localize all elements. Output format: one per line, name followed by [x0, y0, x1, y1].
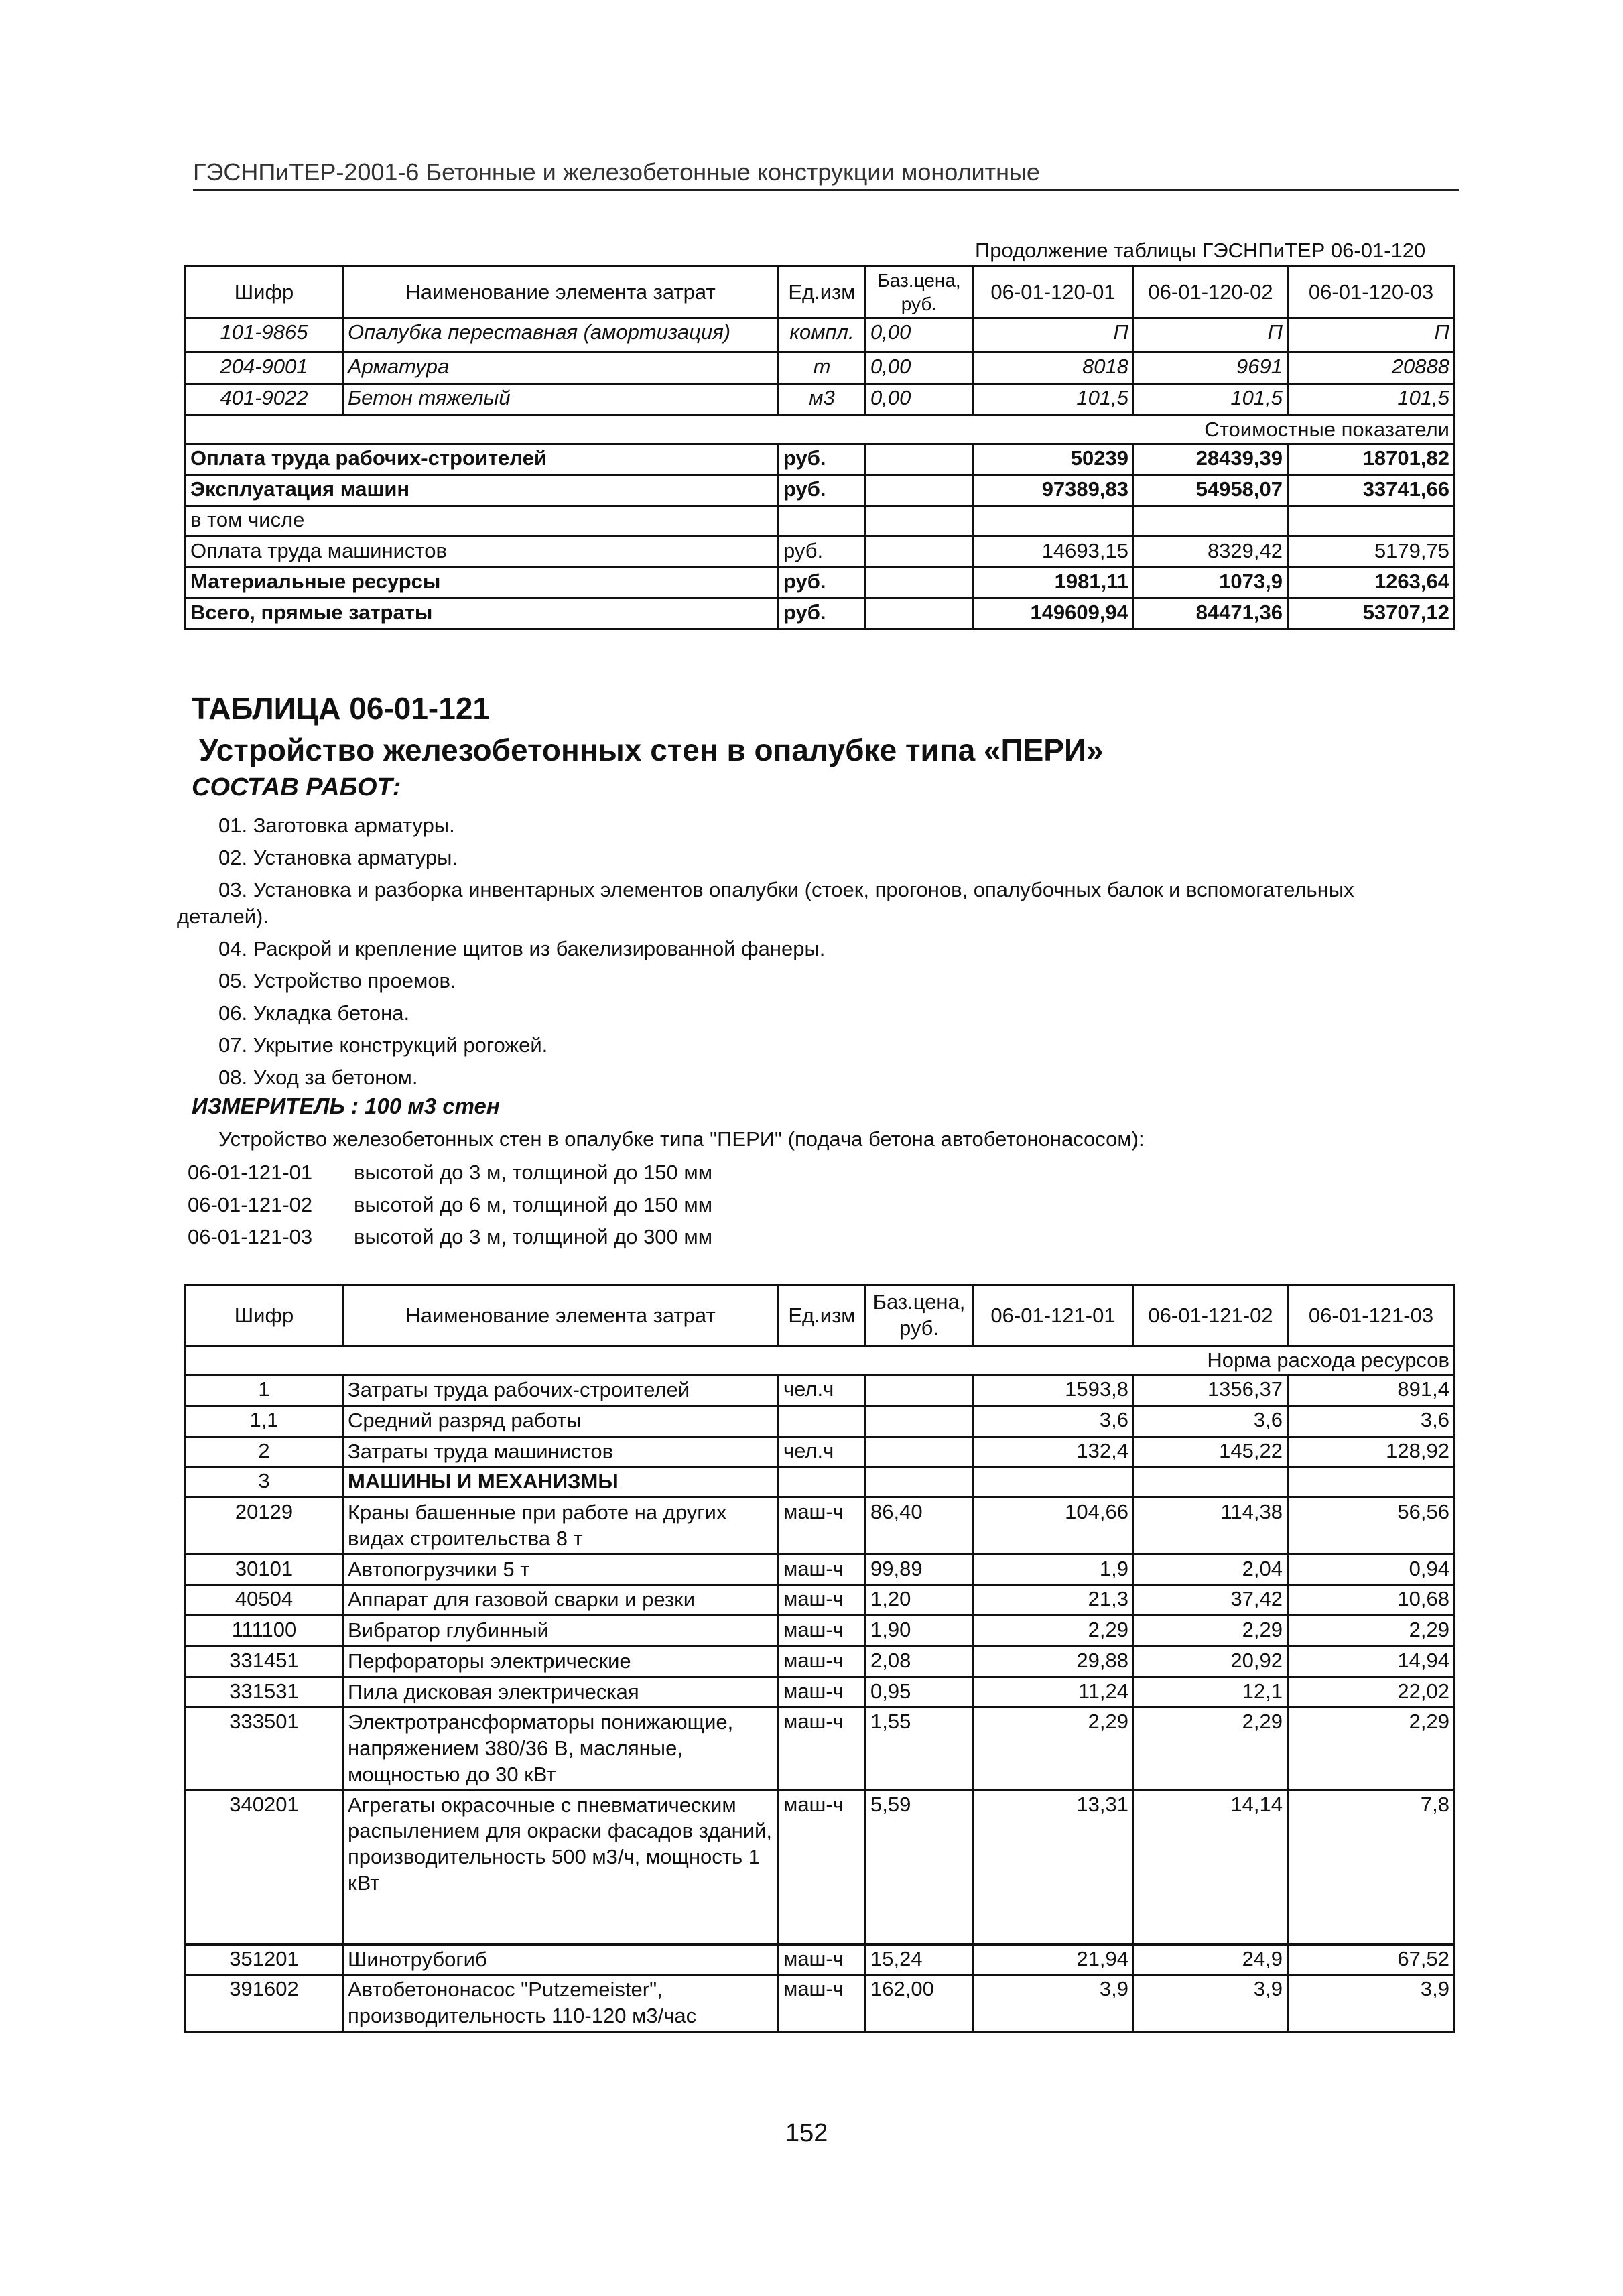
- table-cell: 1,90: [866, 1616, 973, 1647]
- table-cell: в том числе: [186, 506, 779, 537]
- table-cell: МАШИНЫ И МЕХАНИЗМЫ: [343, 1467, 779, 1498]
- table-row: [186, 475, 1455, 506]
- table-cell: [866, 506, 973, 537]
- table-cell: 101,5: [1134, 384, 1288, 416]
- work-item: 01. Заготовка арматуры.: [218, 814, 455, 837]
- table-cell: Средний разряд работы: [343, 1405, 779, 1436]
- table-row: [186, 1498, 1455, 1555]
- table-cell: 3,6: [1288, 1405, 1455, 1436]
- work-item: деталей).: [177, 905, 269, 928]
- table-cell: маш-ч: [779, 1677, 866, 1708]
- section-label: Стоимостные показатели: [186, 416, 1455, 444]
- table-cell: 0,00: [866, 384, 973, 416]
- table-cell: 1,1: [186, 1405, 343, 1436]
- meter: ИЗМЕРИТЕЛЬ : 100 м3 стен: [192, 1094, 500, 1119]
- table-cell: руб.: [779, 475, 866, 506]
- table-cell: [866, 568, 973, 598]
- table-cell: Шинотрубогиб: [343, 1944, 779, 1975]
- table-cell: [779, 1405, 866, 1436]
- table-cell: 331531: [186, 1677, 343, 1708]
- table-cell: 204-9001: [186, 353, 343, 384]
- column-header: 06-01-120-03: [1288, 267, 1455, 318]
- table-cell: [866, 1436, 973, 1467]
- table-cell: 54958,07: [1134, 475, 1288, 506]
- header-row: [186, 267, 1455, 318]
- table-cell: руб.: [779, 537, 866, 568]
- table-cell: 2,29: [1288, 1616, 1455, 1647]
- column-header: Шифр: [186, 267, 343, 318]
- table-cell: 3: [186, 1467, 343, 1498]
- table-cell: 1073,9: [1134, 568, 1288, 598]
- table-row: [186, 1554, 1455, 1585]
- work-item: 04. Раскрой и крепление щитов из бакелизированной фанеры.: [218, 937, 826, 960]
- table-cell: 30101: [186, 1554, 343, 1585]
- table-row: [186, 1790, 1455, 1944]
- table-cell: 2,29: [1134, 1708, 1288, 1790]
- table-cell: 29,88: [973, 1646, 1134, 1677]
- table-cell: 12,1: [1134, 1677, 1288, 1708]
- table-cell: 7,8: [1288, 1790, 1455, 1944]
- table-06-01-121: [184, 1284, 1455, 2033]
- table-cell: 128,92: [1288, 1436, 1455, 1467]
- table-cell: Затраты труда рабочих-строителей: [343, 1375, 779, 1406]
- continuation-caption: Продолжение таблицы ГЭСНПиТЕР 06-01-120: [975, 239, 1426, 262]
- table-cell: Перфораторы электрические: [343, 1646, 779, 1677]
- running-header: ГЭСНПиТЕР-2001-6 Бетонные и железобетонные конструкции монолитные: [193, 158, 1459, 191]
- table-cell: Краны башенные при работе на других видах строительства 8 т: [343, 1498, 779, 1555]
- table-cell: 149609,94: [973, 598, 1134, 629]
- norm-row: [186, 1346, 1455, 1375]
- table-row: [186, 1708, 1455, 1790]
- table-06-01-120-continuation: [184, 265, 1455, 630]
- table-cell: Бетон тяжелый: [343, 384, 779, 416]
- table-cell: 11,24: [973, 1677, 1134, 1708]
- table-cell: П: [973, 318, 1134, 353]
- table-cell: 28439,39: [1134, 444, 1288, 475]
- column-header: 06-01-120-01: [973, 267, 1134, 318]
- table-cell: 18701,82: [1288, 444, 1455, 475]
- table-cell: 1981,11: [973, 568, 1134, 598]
- table-row: [186, 568, 1455, 598]
- table-cell: П: [1288, 318, 1455, 353]
- work-item: 05. Устройство проемов.: [218, 969, 456, 993]
- table-cell: маш-ч: [779, 1708, 866, 1790]
- table-cell: 0,00: [866, 318, 973, 353]
- header-row: [186, 1285, 1455, 1346]
- table-cell: 13,31: [973, 1790, 1134, 1944]
- table-cell: Электротрансформаторы понижающие, напряжением 380/36 В, масляные, мощностью до 30 кВт: [343, 1708, 779, 1790]
- table-cell: 132,4: [973, 1436, 1134, 1467]
- table-cell: Оплата труда машинистов: [186, 537, 779, 568]
- table-cell: 331451: [186, 1646, 343, 1677]
- table-row: [186, 1975, 1455, 2032]
- table-cell: 2: [186, 1436, 343, 1467]
- table-cell: чел.ч: [779, 1436, 866, 1467]
- table-row: [186, 1375, 1455, 1406]
- table-cell: руб.: [779, 568, 866, 598]
- variant-text: высотой до 3 м, толщиной до 150 мм: [354, 1161, 713, 1184]
- table-cell: 0,94: [1288, 1554, 1455, 1585]
- table-row: [186, 353, 1455, 384]
- table-cell: 145,22: [1134, 1436, 1288, 1467]
- table-cell: руб.: [779, 444, 866, 475]
- table-cell: [1288, 506, 1455, 537]
- column-header: Баз.цена, руб.: [866, 267, 973, 318]
- table-cell: 14693,15: [973, 537, 1134, 568]
- table-cell: 15,24: [866, 1944, 973, 1975]
- table-cell: 53707,12: [1288, 598, 1455, 629]
- table-cell: 8329,42: [1134, 537, 1288, 568]
- table-cell: 333501: [186, 1708, 343, 1790]
- table-cell: 3,9: [1134, 1975, 1288, 2032]
- norm-label: Норма расхода ресурсов: [186, 1346, 1455, 1375]
- table-cell: 99,89: [866, 1554, 973, 1585]
- table-cell: 84471,36: [1134, 598, 1288, 629]
- table-cell: [973, 1467, 1134, 1498]
- table-cell: 2,04: [1134, 1554, 1288, 1585]
- table-row: [186, 1944, 1455, 1975]
- table-cell: 351201: [186, 1944, 343, 1975]
- column-header: 06-01-120-02: [1134, 267, 1288, 318]
- table-cell: Автобетононасос "Putzemeister", производительность 110-120 м3/час: [343, 1975, 779, 2032]
- table-cell: 50239: [973, 444, 1134, 475]
- table-cell: 21,94: [973, 1944, 1134, 1975]
- table-cell: 2,29: [973, 1616, 1134, 1647]
- table-cell: 40504: [186, 1585, 343, 1616]
- table-cell: компл.: [779, 318, 866, 353]
- table-cell: [866, 1467, 973, 1498]
- table-cell: [779, 1467, 866, 1498]
- column-header: Наименование элемента затрат: [343, 267, 779, 318]
- table-cell: 162,00: [866, 1975, 973, 2032]
- column-header: Наименование элемента затрат: [343, 1285, 779, 1346]
- table-row: [186, 506, 1455, 537]
- table-cell: [1134, 506, 1288, 537]
- table-subtitle: Устройство железобетонных стен в опалубке типа «ПЕРИ»: [199, 732, 1104, 767]
- table-cell: маш-ч: [779, 1585, 866, 1616]
- column-header: 06-01-121-03: [1288, 1285, 1455, 1346]
- variant-text: высотой до 3 м, толщиной до 300 мм: [354, 1225, 713, 1249]
- table-cell: Затраты труда машинистов: [343, 1436, 779, 1467]
- table-row: [186, 1677, 1455, 1708]
- table-cell: 3,9: [973, 1975, 1134, 2032]
- table-cell: 3,6: [1134, 1405, 1288, 1436]
- work-item: 08. Уход за бетоном.: [218, 1066, 418, 1089]
- work-item: 02. Установка арматуры.: [218, 846, 458, 869]
- table-cell: 20129: [186, 1498, 343, 1555]
- table-cell: 0,95: [866, 1677, 973, 1708]
- table-cell: маш-ч: [779, 1554, 866, 1585]
- table-cell: [973, 506, 1134, 537]
- table-cell: 1,55: [866, 1708, 973, 1790]
- table-cell: [779, 506, 866, 537]
- intro-text: Устройство железобетонных стен в опалубке типа "ПЕРИ" (подача бетона автобетононасосом):: [218, 1127, 1145, 1151]
- table-title: ТАБЛИЦА 06-01-121: [192, 691, 490, 726]
- table-cell: маш-ч: [779, 1646, 866, 1677]
- table-row: [186, 1616, 1455, 1647]
- table-cell: 1593,8: [973, 1375, 1134, 1406]
- table-cell: 1263,64: [1288, 568, 1455, 598]
- table-cell: 3,9: [1288, 1975, 1455, 2032]
- column-header: 06-01-121-02: [1134, 1285, 1288, 1346]
- table-cell: 5179,75: [1288, 537, 1455, 568]
- table-cell: Пила дисковая электрическая: [343, 1677, 779, 1708]
- table-cell: руб.: [779, 598, 866, 629]
- table-cell: [866, 475, 973, 506]
- table-cell: 1,20: [866, 1585, 973, 1616]
- table-cell: 86,40: [866, 1498, 973, 1555]
- table-cell: 1: [186, 1375, 343, 1406]
- table-cell: Оплата труда рабочих-строителей: [186, 444, 779, 475]
- table-cell: маш-ч: [779, 1616, 866, 1647]
- table-row: [186, 537, 1455, 568]
- table-cell: 21,3: [973, 1585, 1134, 1616]
- table-cell: 10,68: [1288, 1585, 1455, 1616]
- table-cell: Эксплуатация машин: [186, 475, 779, 506]
- table-row: [186, 1467, 1455, 1498]
- table-cell: 340201: [186, 1790, 343, 1944]
- table-row: [186, 598, 1455, 629]
- table-row: [186, 1585, 1455, 1616]
- table-cell: [1134, 1467, 1288, 1498]
- table-cell: 3,6: [973, 1405, 1134, 1436]
- table-cell: 14,94: [1288, 1646, 1455, 1677]
- table-cell: 97389,83: [973, 475, 1134, 506]
- work-item: 03. Установка и разборка инвентарных элементов опалубки (стоек, прогонов, опалубочных балок и вспомогательных: [218, 878, 1354, 901]
- table-cell: Автопогрузчики 5 т: [343, 1554, 779, 1585]
- table-cell: [1288, 1467, 1455, 1498]
- table-cell: 9691: [1134, 353, 1288, 384]
- table-cell: 111100: [186, 1616, 343, 1647]
- table-cell: 101-9865: [186, 318, 343, 353]
- table-row: [186, 1646, 1455, 1677]
- work-item: 07. Укрытие конструкций рогожей.: [218, 1033, 548, 1057]
- table-cell: 0,00: [866, 353, 973, 384]
- table-cell: 1,9: [973, 1554, 1134, 1585]
- table-cell: 5,59: [866, 1790, 973, 1944]
- table-row: [186, 1436, 1455, 1467]
- table-cell: 37,42: [1134, 1585, 1288, 1616]
- column-header: Ед.изм: [779, 267, 866, 318]
- variant-code: 06-01-121-02: [188, 1193, 313, 1216]
- table-cell: Материальные ресурсы: [186, 568, 779, 598]
- table-cell: Всего, прямые затраты: [186, 598, 779, 629]
- table-cell: 33741,66: [1288, 475, 1455, 506]
- table-cell: [866, 1405, 973, 1436]
- table-cell: Вибратор глубинный: [343, 1616, 779, 1647]
- column-header: Ед.изм: [779, 1285, 866, 1346]
- table-cell: 104,66: [973, 1498, 1134, 1555]
- table-cell: 101,5: [973, 384, 1134, 416]
- table-cell: маш-ч: [779, 1498, 866, 1555]
- table-cell: 2,29: [1288, 1708, 1455, 1790]
- table-cell: Опалубка переставная (амортизация): [343, 318, 779, 353]
- table-cell: 114,38: [1134, 1498, 1288, 1555]
- table-cell: П: [1134, 318, 1288, 353]
- table-cell: 891,4: [1288, 1375, 1455, 1406]
- table-cell: маш-ч: [779, 1975, 866, 2032]
- table-cell: 8018: [973, 353, 1134, 384]
- table-row: [186, 318, 1455, 353]
- variant-code: 06-01-121-01: [188, 1161, 313, 1184]
- table-cell: 67,52: [1288, 1944, 1455, 1975]
- table-cell: 391602: [186, 1975, 343, 2032]
- table-cell: 20,92: [1134, 1646, 1288, 1677]
- table-row: [186, 1405, 1455, 1436]
- table-row: [186, 384, 1455, 416]
- table-cell: 24,9: [1134, 1944, 1288, 1975]
- column-header: Шифр: [186, 1285, 343, 1346]
- table-cell: [866, 444, 973, 475]
- table-cell: 101,5: [1288, 384, 1455, 416]
- table-cell: маш-ч: [779, 1790, 866, 1944]
- column-header: Баз.цена, руб.: [866, 1285, 973, 1346]
- table-cell: 22,02: [1288, 1677, 1455, 1708]
- table-cell: 56,56: [1288, 1498, 1455, 1555]
- table-cell: [866, 598, 973, 629]
- table-cell: Агрегаты окрасочные с пневматическим распылением для окраски фасадов зданий, производительность 500 м3/ч, мощность 1 кВт: [343, 1790, 779, 1944]
- table-cell: м3: [779, 384, 866, 416]
- table-cell: маш-ч: [779, 1944, 866, 1975]
- table-row: [186, 444, 1455, 475]
- table-cell: 20888: [1288, 353, 1455, 384]
- variant-text: высотой до 6 м, толщиной до 150 мм: [354, 1193, 713, 1216]
- column-header: 06-01-121-01: [973, 1285, 1134, 1346]
- variant-code: 06-01-121-03: [188, 1225, 313, 1249]
- works-title: СОСТАВ РАБОТ:: [192, 773, 401, 802]
- table-cell: Арматура: [343, 353, 779, 384]
- section-row: [186, 416, 1455, 444]
- table-cell: 1356,37: [1134, 1375, 1288, 1406]
- table-cell: 14,14: [1134, 1790, 1288, 1944]
- table-cell: [866, 1375, 973, 1406]
- page-number: 152: [785, 2119, 828, 2147]
- table-cell: т: [779, 353, 866, 384]
- table-cell: 2,29: [973, 1708, 1134, 1790]
- table-cell: 2,08: [866, 1646, 973, 1677]
- table-cell: 401-9022: [186, 384, 343, 416]
- table-cell: [866, 537, 973, 568]
- table-cell: Аппарат для газовой сварки и резки: [343, 1585, 779, 1616]
- work-item: 06. Укладка бетона.: [218, 1001, 410, 1025]
- table-cell: 2,29: [1134, 1616, 1288, 1647]
- table-cell: чел.ч: [779, 1375, 866, 1406]
